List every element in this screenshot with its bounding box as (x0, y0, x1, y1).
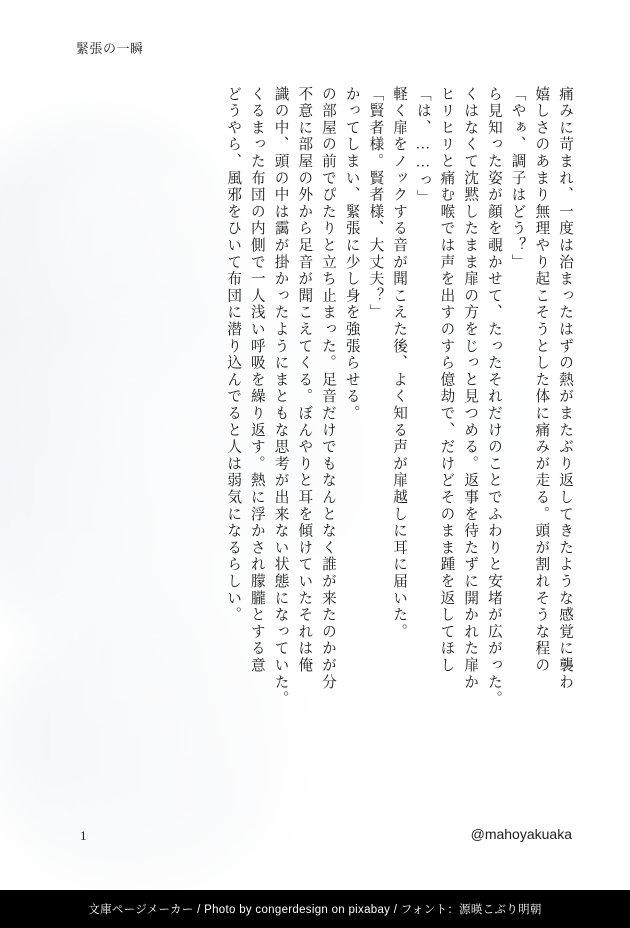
footer-credit-text: 文庫ページメーカー / Photo by congerdesign on pixabay / フォント：源暎こぶり明朝 (88, 904, 542, 916)
text-column: 軽く扉をノックする音が聞こえた後、よく知る声が扉越しに耳に届いた。 (391, 86, 408, 641)
text-column: ら見知った姿が顔を覗かせて、たったそれだけのことでふわりと安堵が広がった。 (485, 86, 502, 708)
text-column: くるまった布団の内側で一人浅い呼吸を繰り返す。熱に浮かされ朦朧とする意 (248, 86, 265, 674)
page-title: 緊張の一瞬 (76, 41, 144, 56)
text-column: 「やぁ、調子はどう？」 (509, 86, 526, 271)
text-column: 不意に部屋の外から足音が聞こえてくる。ぼんやりと耳を傾けていたそれは俺 (296, 86, 313, 674)
text-column: 「は、……っ」 (414, 86, 431, 207)
text-column: 「賢者様。賢者様、大丈夫？」 (367, 86, 384, 322)
vertical-text-body (216, 86, 572, 806)
footer-bar (0, 890, 630, 928)
text-column: ヒリヒリと痛む喉では声を出すのすら億劫で、だけどそのまま踵を返してほし (438, 86, 455, 674)
text-column: 識の中、頭の中は靄が掛かったようにまともな思考が出来ない状態になっていた。 (272, 86, 289, 708)
text-column: どうやら、風邪をひいて布団に潜り込んでると人は弱気になるらしい。 (225, 86, 242, 624)
text-column: 痛みに苛まれ、一度は治まったはずの熱がまたぶり返してきたような感覚に襲わ (557, 86, 573, 691)
author-handle: @mahoyakuaka (470, 826, 572, 842)
text-column: くはなくて沈黙したまま扉の方をじっと見つめる。返事を待たずに開かれた扉か (462, 86, 479, 691)
text-column: 嬉しさのあまり無理やり起こそうとした体に痛みが走る。頭が割れそうな程の (533, 86, 550, 674)
text-column: かってしまい、緊張に少し身を強張らせる。 (343, 86, 360, 422)
page-number: 1 (80, 828, 87, 843)
text-column: の部屋の前でぴたりと立ち止まった。足音だけでもなんとなく誰が来たのかが分 (319, 86, 336, 691)
